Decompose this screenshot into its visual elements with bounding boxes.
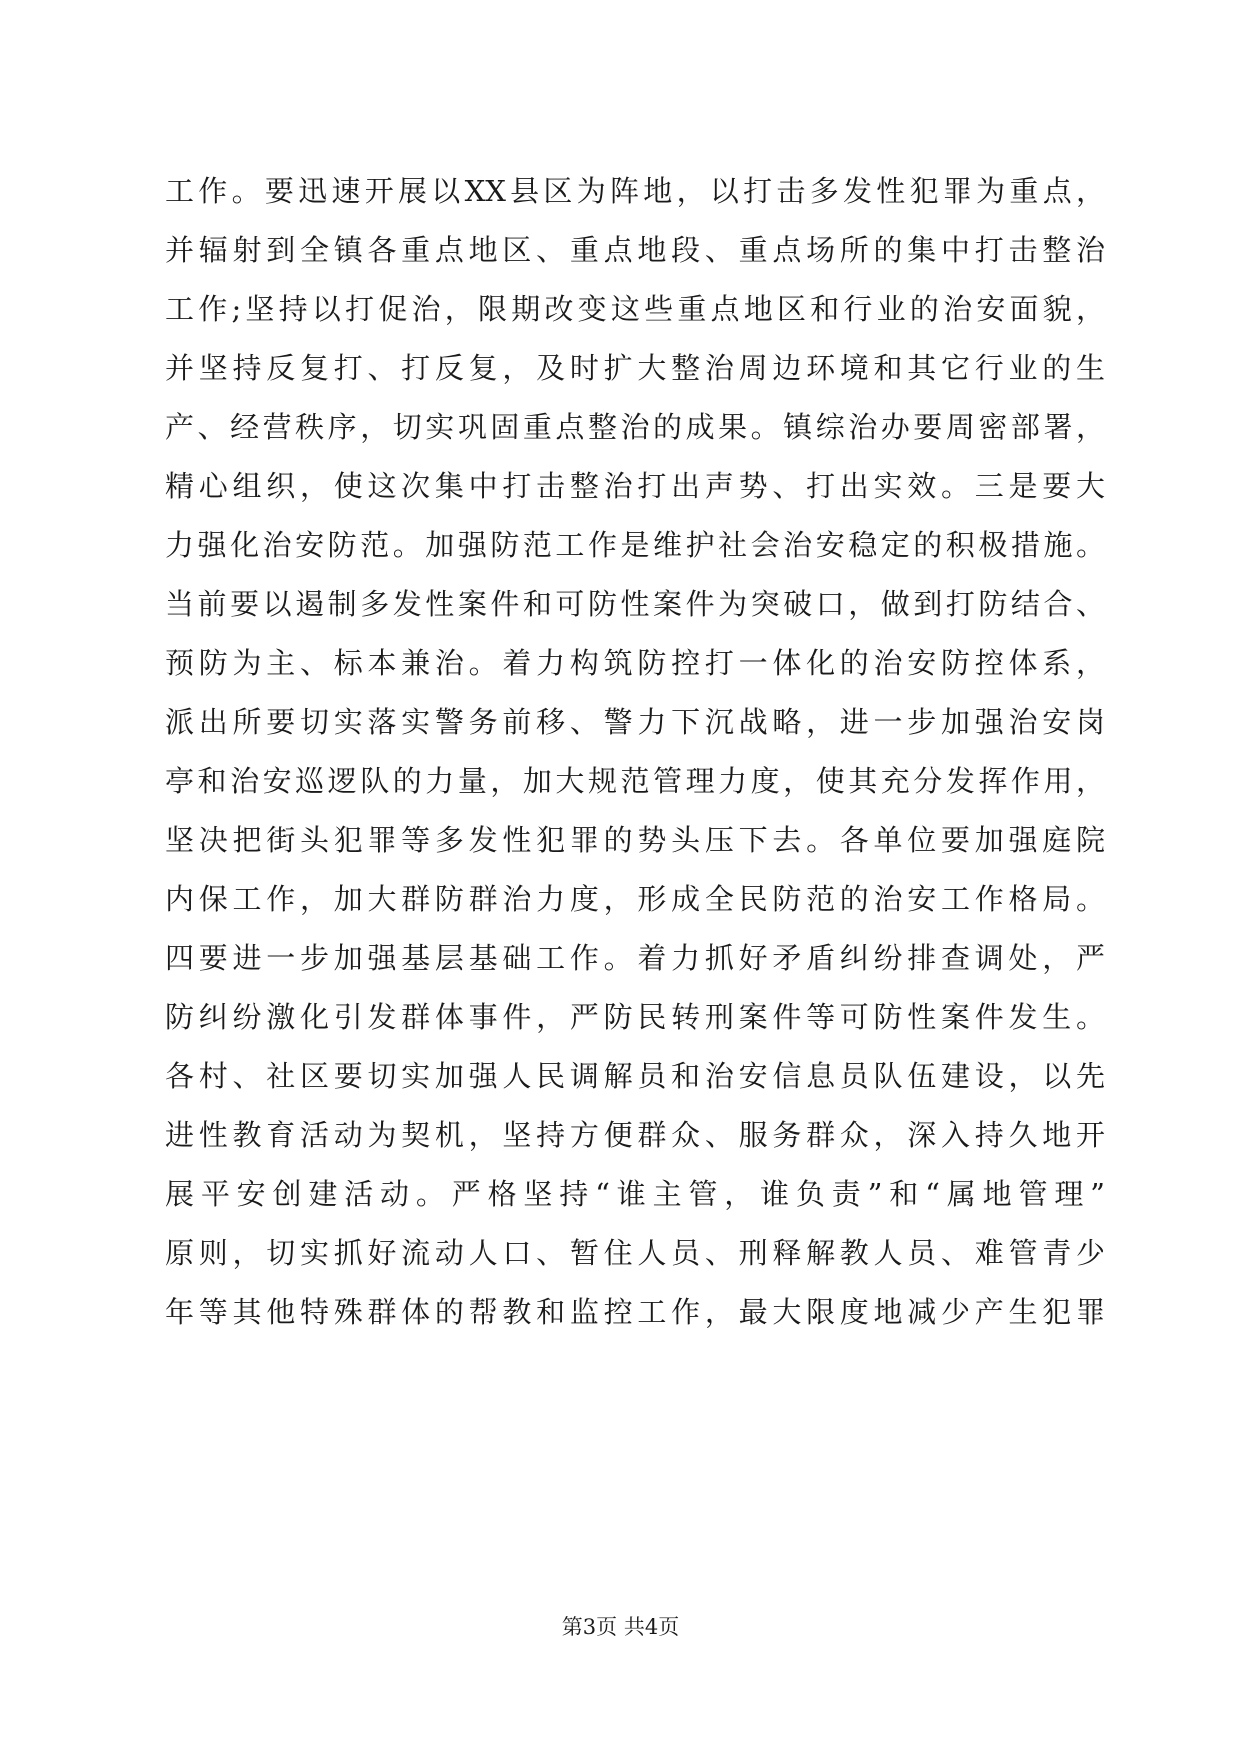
text-line: 内保工作，加大群防群治力度，形成全民防范的治安工作格局。 <box>165 882 1105 916</box>
text-line: 精心组织，使这次集中打击整治打出声势、打出实效。三是要大 <box>165 469 1105 503</box>
text-line: 工作。要迅速开展以XX县区为阵地，以打击多发性犯罪为重点， <box>165 174 1105 208</box>
text-line: 展平安创建活动。严格坚持“谁主管，谁负责”和“属地管理” <box>165 1177 1105 1211</box>
text-line: 力强化治安防范。加强防范工作是维护社会治安稳定的积极措施。 <box>165 528 1105 562</box>
text-line: 预防为主、标本兼治。着力构筑防控打一体化的治安防控体系， <box>165 646 1105 680</box>
text-line: 产、经营秩序，切实巩固重点整治的成果。镇综治办要周密部署， <box>165 410 1105 444</box>
body-text <box>165 162 1105 1342</box>
text-line: 并坚持反复打、打反复，及时扩大整治周边环境和其它行业的生 <box>165 351 1105 385</box>
text-line: 各村、社区要切实加强人民调解员和治安信息员队伍建设，以先 <box>165 1059 1105 1093</box>
text-line: 进性教育活动为契机，坚持方便群众、服务群众，深入持久地开 <box>165 1118 1105 1152</box>
text-line: 原则，切实抓好流动人口、暂住人员、刑释解教人员、难管青少 <box>165 1236 1105 1270</box>
text-line: 当前要以遏制多发性案件和可防性案件为突破口，做到打防结合、 <box>165 587 1105 621</box>
text-line: 四要进一步加强基层基础工作。着力抓好矛盾纠纷排查调处，严 <box>165 941 1105 975</box>
page-number-footer: 第3页 共4页 <box>561 1615 680 1639</box>
text-line: 年等其他特殊群体的帮教和监控工作，最大限度地减少产生犯罪 <box>165 1295 1105 1329</box>
text-line: 并辐射到全镇各重点地区、重点地段、重点场所的集中打击整治 <box>165 233 1105 267</box>
text-line: 派出所要切实落实警务前移、警力下沉战略，进一步加强治安岗 <box>165 705 1105 739</box>
text-line: 防纠纷激化引发群体事件，严防民转刑案件等可防性案件发生。 <box>165 1000 1105 1034</box>
text-line: 亭和治安巡逻队的力量，加大规范管理力度，使其充分发挥作用， <box>165 764 1105 798</box>
text-line: 坚决把街头犯罪等多发性犯罪的势头压下去。各单位要加强庭院 <box>165 823 1105 857</box>
text-line: 工作;坚持以打促治，限期改变这些重点地区和行业的治安面貌， <box>165 292 1105 326</box>
